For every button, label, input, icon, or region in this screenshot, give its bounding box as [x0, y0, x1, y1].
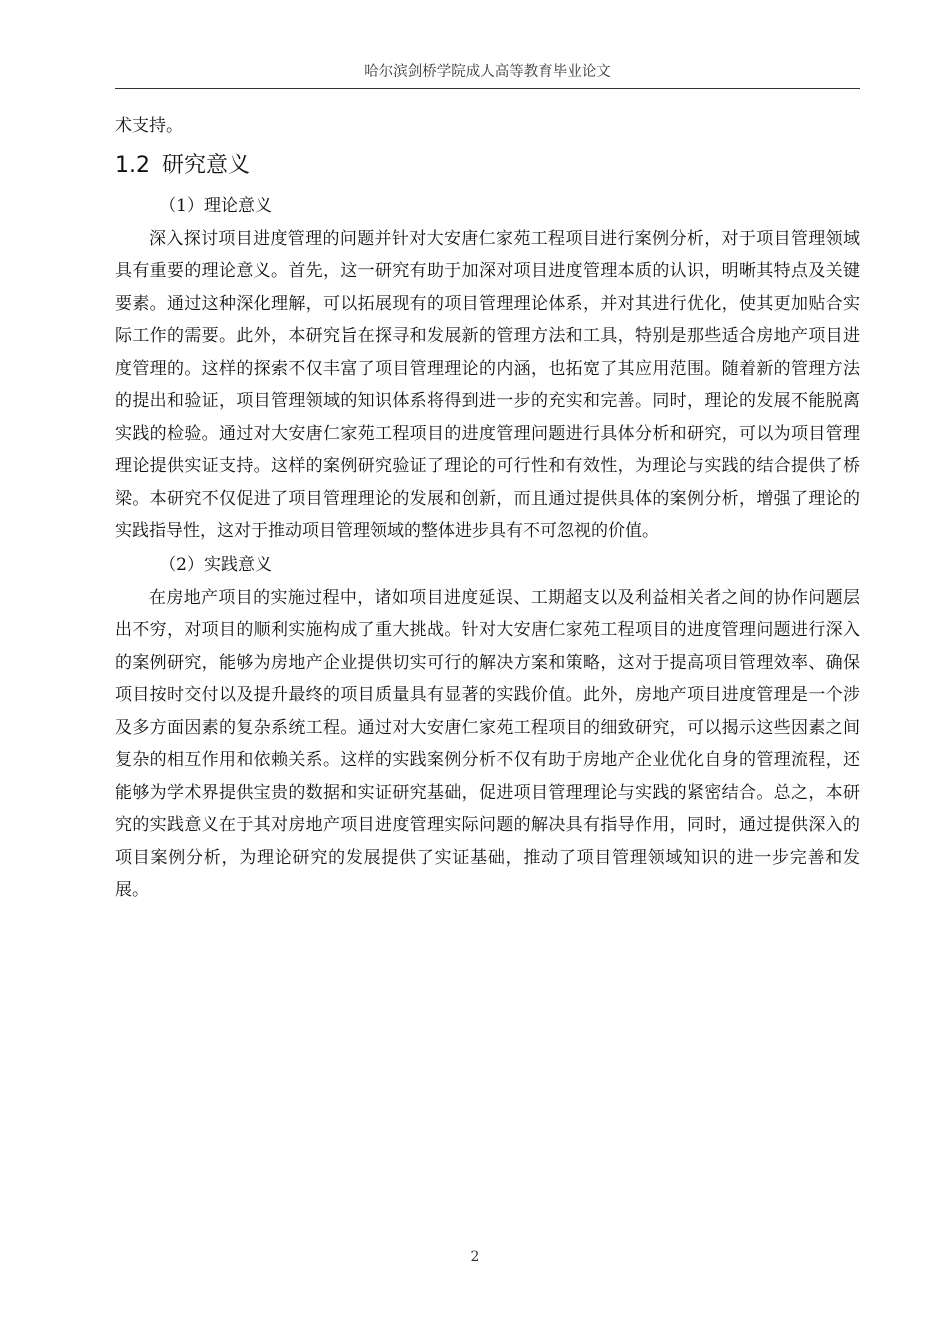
page-number: 2 — [470, 1249, 480, 1265]
carryover-text: 术支持。 — [115, 116, 183, 136]
subheading-practice: （2）实践意义 — [159, 554, 273, 575]
paragraph-theory: 深入探讨项目进度管理的问题并针对大安唐仁家苑工程项目进行案例分析，对于项目管理领域具有重要的理论意义。首先，这一研究有助于加深对项目进度管理本质的认识，明晰其特点及关键要素。通过这种深化理解，可以拓展现有的项目管理理论体系，并对其进行优化，使其更加贴合实际工作的需要。此外，本研究旨在探寻和发展新的管理方法和工具，特别是那些适合房地产项目进度管理的。这样的探索不仅丰富了项目管理理论的内涵，也拓宽了其应用范围。随着新的管理方法的提出和验证，项目管理领域的知识体系将得到进一步的充实和完善。同时，理论的发展不能脱离实践的检验。通过对大安唐仁家苑工程项目的进度管理问题进行具体分析和研究，可以为项目管理理论提供实证支持。这样的案例研究验证了理论的可行性和有效性，为理论与实践的结合提供了桥梁。本研究不仅促进了项目管理理论的发展和创新，而且通过提供具体的案例分析，增强了理论的实践指导性，这对于推动项目管理领域的整体进步具有不可忽视的价值。 — [115, 228, 860, 541]
section-number: 1.2 — [115, 152, 150, 178]
page-header — [115, 56, 860, 89]
paragraph-practice: 在房地产项目的实施过程中，诸如项目进度延误、工期超支以及利益相关者之间的协作问题层出不穷，对项目的顺利实施构成了重大挑战。针对大安唐仁家苑工程项目的进度管理问题进行深入的案例研究，能够为房地产企业提供切实可行的解决方案和策略，这对于提高项目管理效率、确保项目按时交付以及提升最终的项目质量具有显著的实践价值。此外，房地产项目进度管理是一个涉及多方面因素的复杂系统工程。通过对大安唐仁家苑工程项目的细致研究，可以揭示这些因素之间复杂的相互作用和依赖关系。这样的实践案例分析不仅有助于房地产企业优化自身的管理流程，还能够为学术界提供宝贵的数据和实证研究基础，促进项目管理理论与实践的紧密结合。总之，本研究的实践意义在于其对房地产项目进度管理实际问题的解决具有指导作用，同时，通过提供深入的项目案例分析，为理论研究的发展提供了实证基础，推动了项目管理领域知识的进一步完善和发展。 — [115, 587, 860, 900]
section-title: 研究意义 — [162, 152, 251, 178]
subheading-theory: （1）理论意义 — [159, 195, 273, 216]
header-title: 哈尔滨剑桥学院成人高等教育毕业论文 — [364, 64, 611, 80]
section-heading — [115, 147, 860, 185]
document-body — [115, 110, 860, 907]
